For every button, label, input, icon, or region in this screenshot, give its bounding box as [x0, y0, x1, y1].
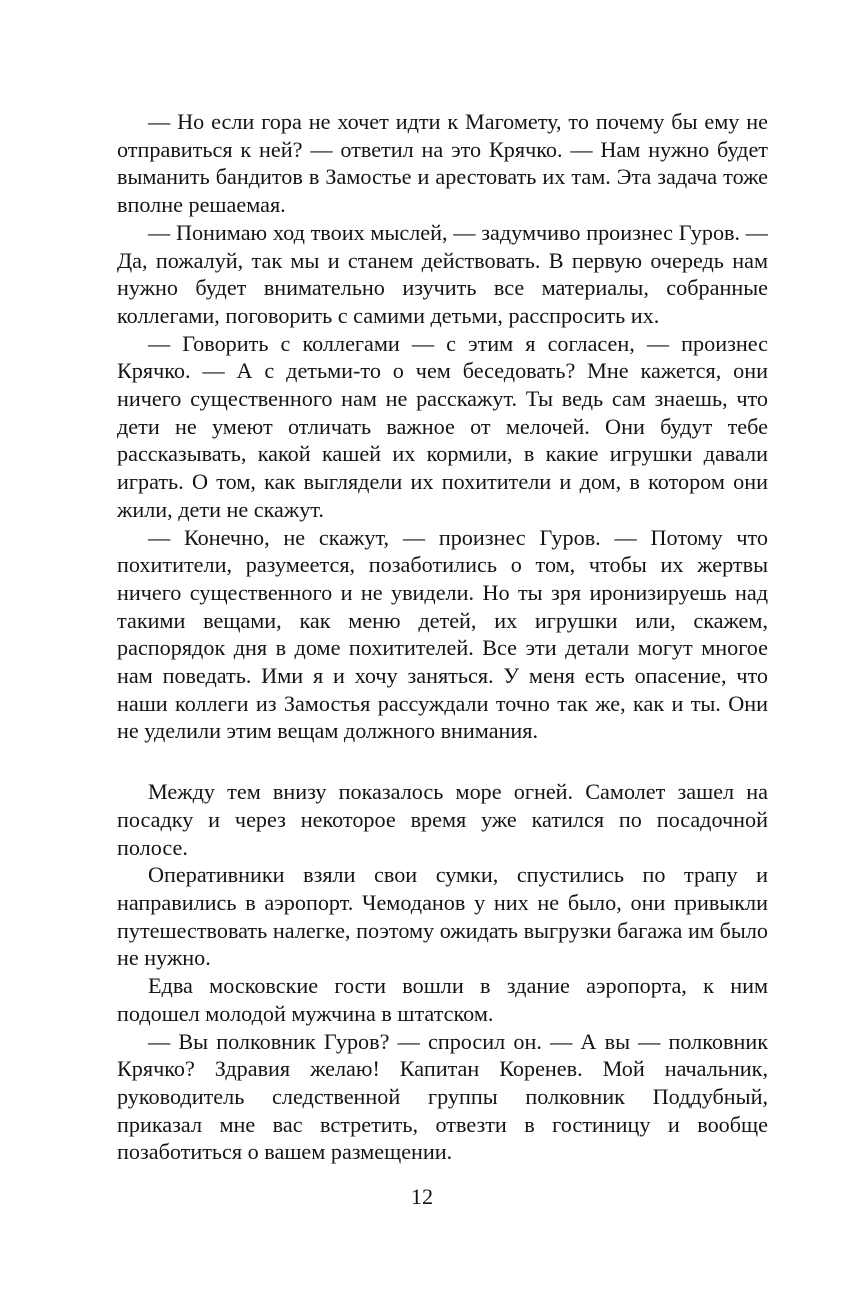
paragraph: Оперативники взяли свои сумки, спустились по трапу и направились в аэропорт. Чемоданов у них не было, они привыкли путешествовать налегке, поэтому ожидать выгрузки багажа им было не нужно. [117, 862, 768, 971]
paragraph: — Говорить с коллегами — с этим я согласен, — произнес Крячко. — А с детьми-то о чем беседовать? Мне кажется, они ничего существенного нам не расскажут. Ты ведь сам знаешь, что дети не умеют отличать важное от мелочей. Они будут тебе рассказывать, какой кашей их кормили, в какие игрушки давали играть. О том, как выглядели их похитители и дом, в котором они жили, дети не скажут. [117, 330, 768, 522]
paragraph: Между тем внизу показалось море огней. Самолет зашел на посадку и через некоторое время уже катился по посадочной полосе. [117, 779, 768, 860]
paragraph: — Вы полковник Гуров? — спросил он. — А вы — полковник Крячко? Здравия желаю! Капитан Коренев. Мой начальник, руководитель следственной группы полковник Поддубный, приказал мне вас встретить, отвезти в гостиницу и вообще позаботиться о вашем размещении. [117, 1028, 768, 1165]
section-break [117, 745, 768, 778]
paragraph: Едва московские гости вошли в здание аэропорта, к ним подошел молодой мужчина в штатском. [117, 973, 768, 1026]
paragraph: — Понимаю ход твоих мыслей, — задумчиво произнес Гуров. — Да, пожалуй, так мы и станем действовать. В первую очередь нам нужно будет внимательно изучить все материалы, собранные коллегами, поговорить с самими детьми, расспросить их. [117, 219, 768, 328]
paragraph: — Конечно, не скажут, — произнес Гуров. — Потому что похитители, разумеется, позаботились о том, чтобы их жертвы ничего существенного и не увидели. Но ты зря иронизируешь над такими вещами, как меню детей, их игрушки или, скажем, распорядок дня в доме похитителей. Все эти детали могут многое нам поведать. Ими я и хочу заняться. У меня есть опасение, что наши коллеги из Замостья рассуждали точно так же, как и ты. Они не уделили этим вещам должного внимания. [117, 524, 768, 744]
page-number: 12 [410, 1184, 434, 1209]
book-page-text [117, 108, 768, 1166]
paragraph: — Но если гора не хочет идти к Магомету, то почему бы ему не отправиться к ней? — ответил на это Крячко. — Нам нужно будет выманить бандитов в Замостье и арестовать их там. Эта задача тоже вполне решаемая. [117, 109, 768, 218]
